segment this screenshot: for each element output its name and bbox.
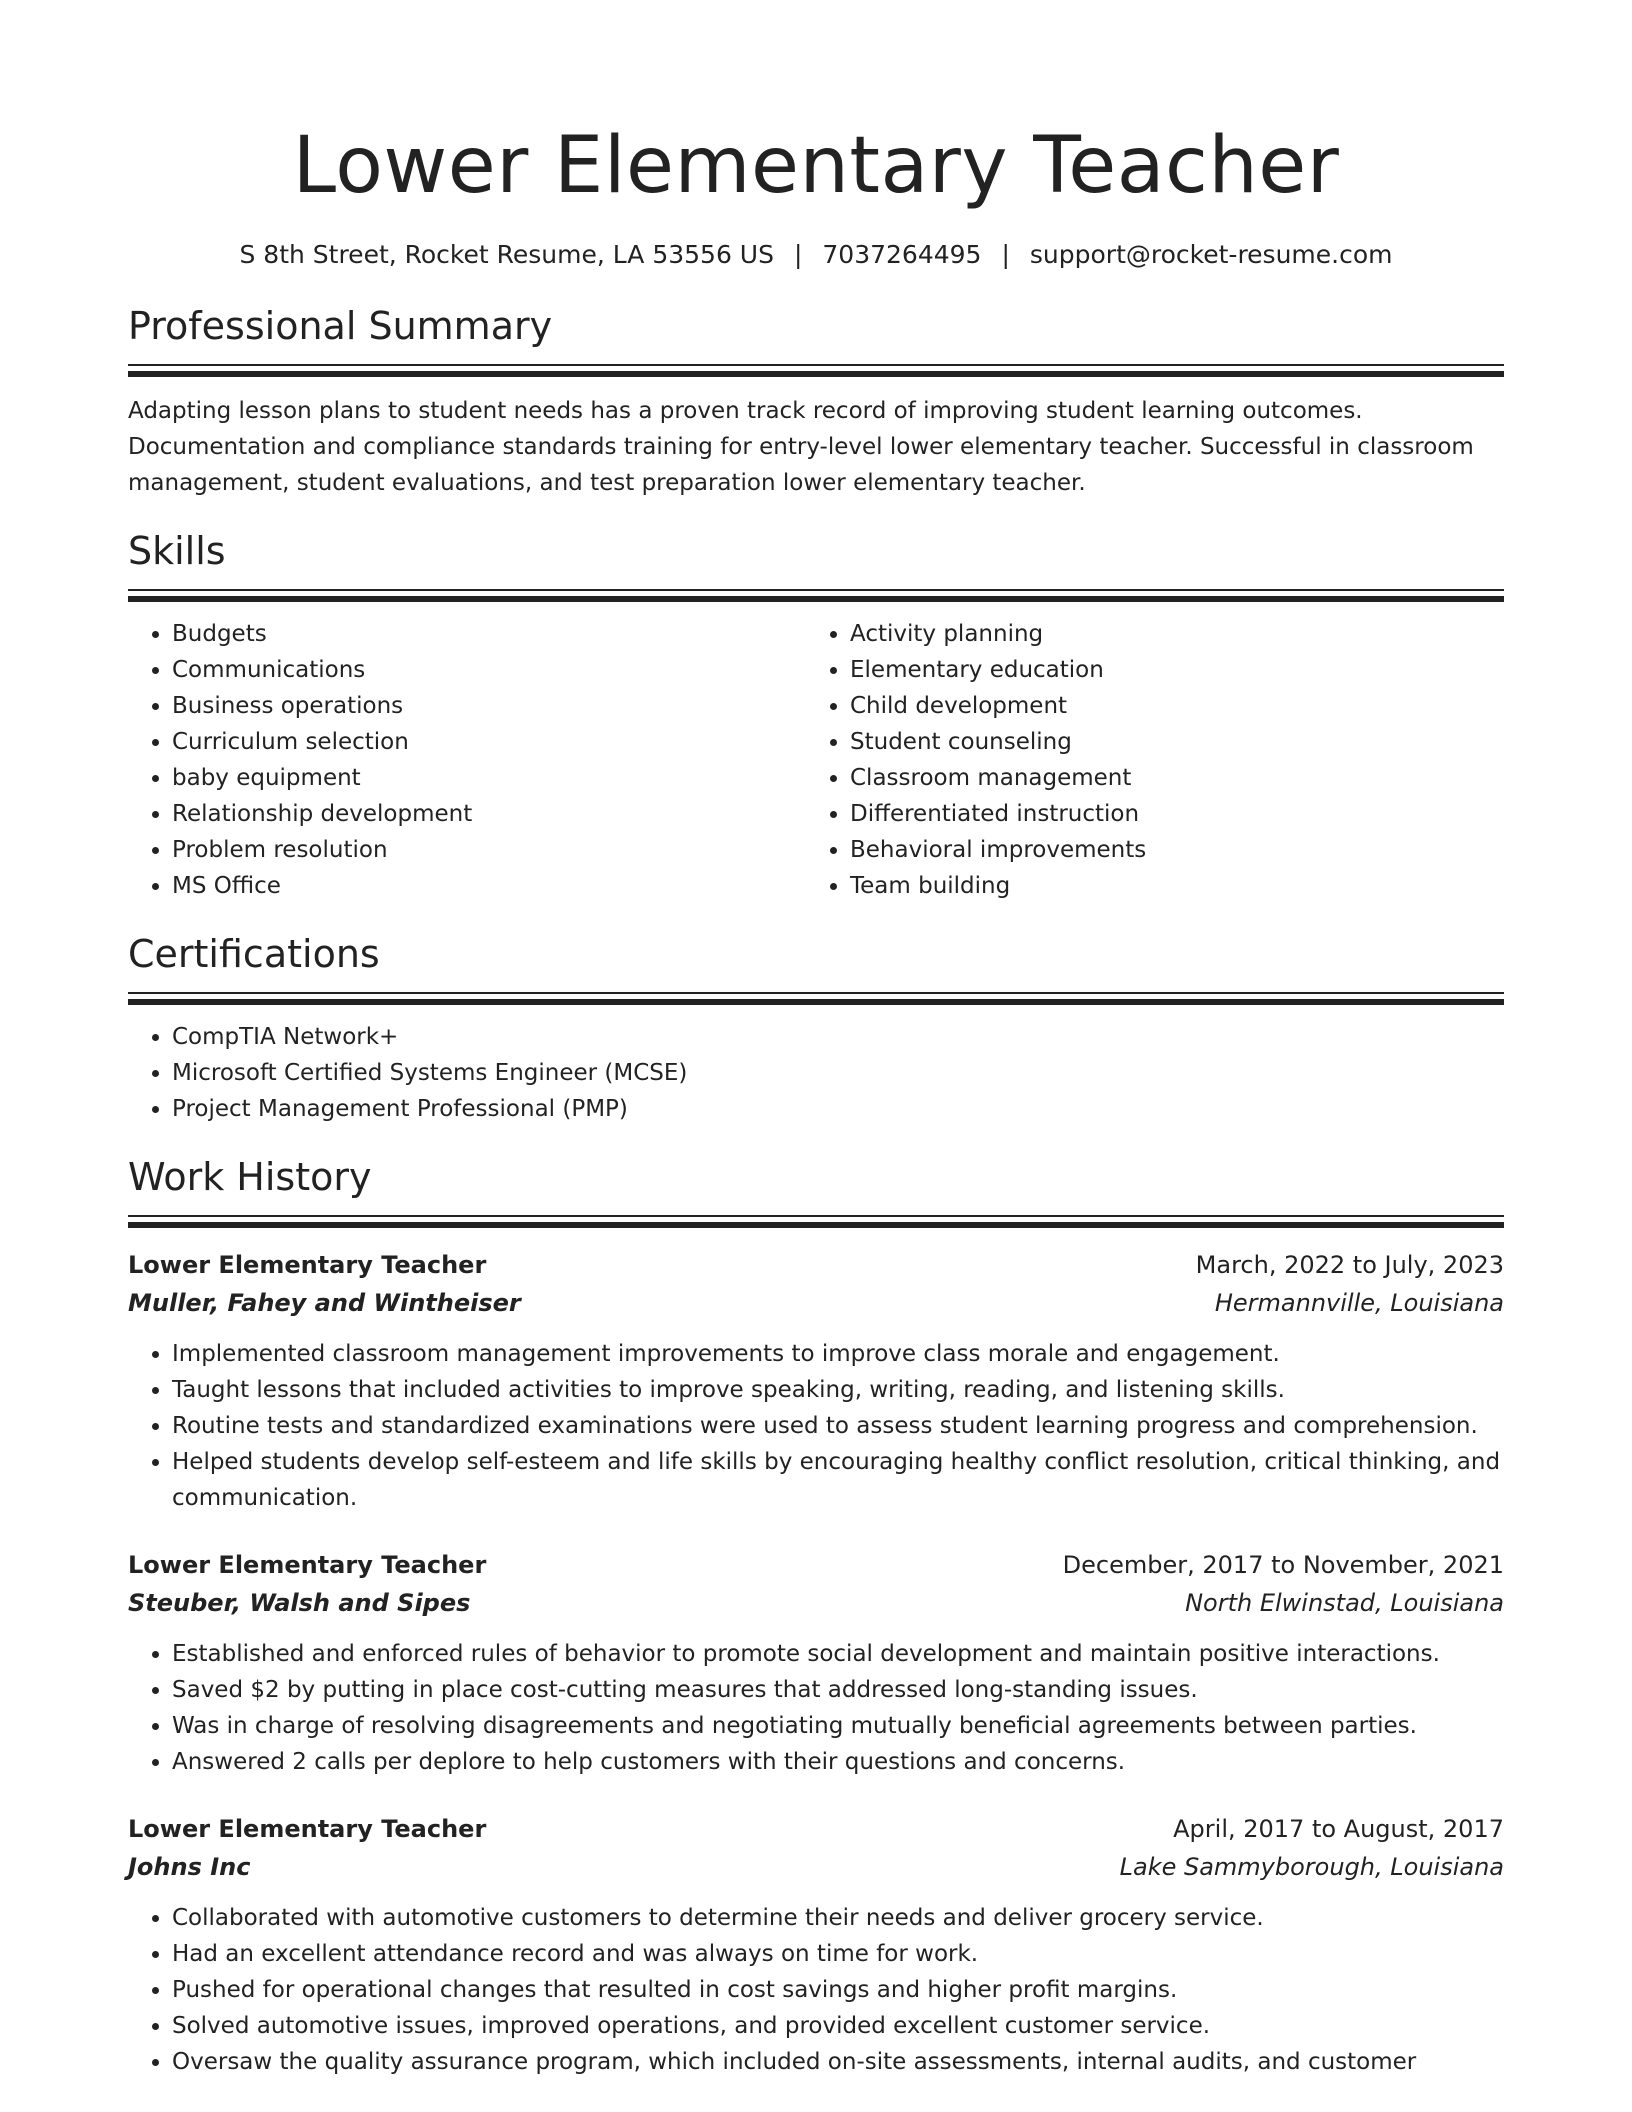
skills-list-right <box>806 616 1484 904</box>
job-company: Muller, Fahey and Wintheiser <box>128 1289 521 1317</box>
job-dates: April, 2017 to August, 2017 <box>1173 1815 1504 1843</box>
job-header <box>128 1546 1504 1584</box>
skill-item: • Differentiated instruction <box>850 796 1484 832</box>
job-bullet: • Collaborated with automotive customers to determine their needs and deliver grocery service. <box>172 1900 1504 1936</box>
job-bullets <box>128 1636 1504 1780</box>
job-subheader <box>128 1848 1504 1886</box>
job-bullet: • Had an excellent attendance record and was always on time for work. <box>172 1936 1504 1972</box>
skills-list-left <box>128 616 806 904</box>
skill-item: • Behavioral improvements <box>850 832 1484 868</box>
job-bullet: • Solved automotive issues, improved operations, and provided excellent customer service. <box>172 2008 1504 2044</box>
job-bullets <box>128 1336 1504 1516</box>
job-bullets <box>128 1900 1504 2080</box>
skill-item: • Child development <box>850 688 1484 724</box>
job-header <box>128 1246 1504 1284</box>
section-divider <box>128 364 1504 366</box>
job-bullet: • Was in charge of resolving disagreements and negotiating mutually beneficial agreements between parties. <box>172 1708 1504 1744</box>
skill-item: • Elementary education <box>850 652 1484 688</box>
section-title-summary: Professional Summary <box>128 304 553 348</box>
certifications-list <box>128 1019 1504 1127</box>
job-bullet: • Oversaw the quality assurance program, which included on-site assessments, internal audits, and customer <box>172 2044 1504 2080</box>
section-divider <box>128 589 1504 591</box>
work-history-section <box>128 1153 1504 2080</box>
skills-column-right <box>806 616 1484 904</box>
contact-email: support@rocket-resume.com <box>1029 240 1393 269</box>
section-divider-thick <box>128 596 1504 602</box>
job-entry <box>128 1810 1504 2080</box>
job-location: Hermannville, Louisiana <box>1214 1289 1504 1317</box>
skill-item: • Student counseling <box>850 724 1484 760</box>
job-company: Steuber, Walsh and Sipes <box>128 1589 471 1617</box>
skill-item: • Communications <box>172 652 806 688</box>
section-divider-thick <box>128 371 1504 377</box>
job-entry <box>128 1546 1504 1780</box>
job-bullet: • Routine tests and standardized examinations were used to assess student learning progress and comprehension. <box>172 1408 1504 1444</box>
skill-item: • MS Office <box>172 868 806 904</box>
skills-column-left <box>128 616 806 904</box>
job-bullet: • Implemented classroom management improvements to improve class morale and engagement. <box>172 1336 1504 1372</box>
job-location: Lake Sammyborough, Louisiana <box>1119 1853 1504 1881</box>
contact-separator: | <box>1001 240 1010 269</box>
summary-section <box>128 302 1504 501</box>
job-bullet: • Taught lessons that included activities to improve speaking, writing, reading, and listening skills. <box>172 1372 1504 1408</box>
job-bullet: • Helped students develop self-esteem and life skills by encouraging healthy conflict resolution, critical thinking, and communication. <box>172 1444 1504 1516</box>
skill-item: • Budgets <box>172 616 806 652</box>
job-title: Lower Elementary Teacher <box>128 1551 487 1579</box>
job-dates: December, 2017 to November, 2021 <box>1062 1551 1504 1579</box>
job-title: Lower Elementary Teacher <box>128 1815 487 1843</box>
contact-address: S 8th Street, Rocket Resume, LA 53556 US <box>239 240 774 269</box>
job-subheader <box>128 1284 1504 1322</box>
contact-line <box>128 238 1504 272</box>
contact-phone: 7037264495 <box>822 240 982 269</box>
skill-item: • Business operations <box>172 688 806 724</box>
job-bullet: • Answered 2 calls per deplore to help customers with their questions and concerns. <box>172 1744 1504 1780</box>
section-divider <box>128 1215 1504 1217</box>
skill-item: • Problem resolution <box>172 832 806 868</box>
section-title-skills: Skills <box>128 529 226 573</box>
summary-text: Adapting lesson plans to student needs has a proven track record of improving student learning outcomes. Documentation and compliance standards training for entry-level lower elementary teacher. Successful in classroom management, student evaluations, and test preparation lower elementary teacher. <box>128 398 1474 496</box>
skill-item: • baby equipment <box>172 760 806 796</box>
section-divider <box>128 992 1504 994</box>
certification-item: • CompTIA Network+ <box>172 1019 1504 1055</box>
section-divider-thick <box>128 999 1504 1005</box>
job-header <box>128 1810 1504 1848</box>
job-bullet: • Established and enforced rules of behavior to promote social development and maintain positive interactions. <box>172 1636 1504 1672</box>
job-location: North Elwinstad, Louisiana <box>1185 1589 1504 1617</box>
job-bullet: • Pushed for operational changes that resulted in cost savings and higher profit margins. <box>172 1972 1504 2008</box>
section-title-work-history: Work History <box>128 1155 372 1199</box>
resume-name: Lower Elementary Teacher <box>292 121 1340 211</box>
job-dates: March, 2022 to July, 2023 <box>1195 1251 1504 1279</box>
job-entry <box>128 1246 1504 1516</box>
section-divider-thick <box>128 1222 1504 1228</box>
skills-columns <box>128 616 1504 904</box>
skill-item: • Activity planning <box>850 616 1484 652</box>
section-title-certifications: Certifications <box>128 932 380 976</box>
skill-item: • Classroom management <box>850 760 1484 796</box>
certification-item: • Microsoft Certified Systems Engineer (MCSE) <box>172 1055 1504 1091</box>
certifications-section <box>128 930 1504 1127</box>
skill-item: • Relationship development <box>172 796 806 832</box>
job-company: Johns Inc <box>128 1853 251 1881</box>
job-subheader <box>128 1584 1504 1622</box>
skill-item: • Curriculum selection <box>172 724 806 760</box>
skills-section <box>128 527 1504 904</box>
skill-item: • Team building <box>850 868 1484 904</box>
job-bullet: • Saved $2 by putting in place cost-cutting measures that addressed long-standing issues. <box>172 1672 1504 1708</box>
job-title: Lower Elementary Teacher <box>128 1251 487 1279</box>
certification-item: • Project Management Professional (PMP) <box>172 1091 1504 1127</box>
contact-separator: | <box>793 240 803 269</box>
